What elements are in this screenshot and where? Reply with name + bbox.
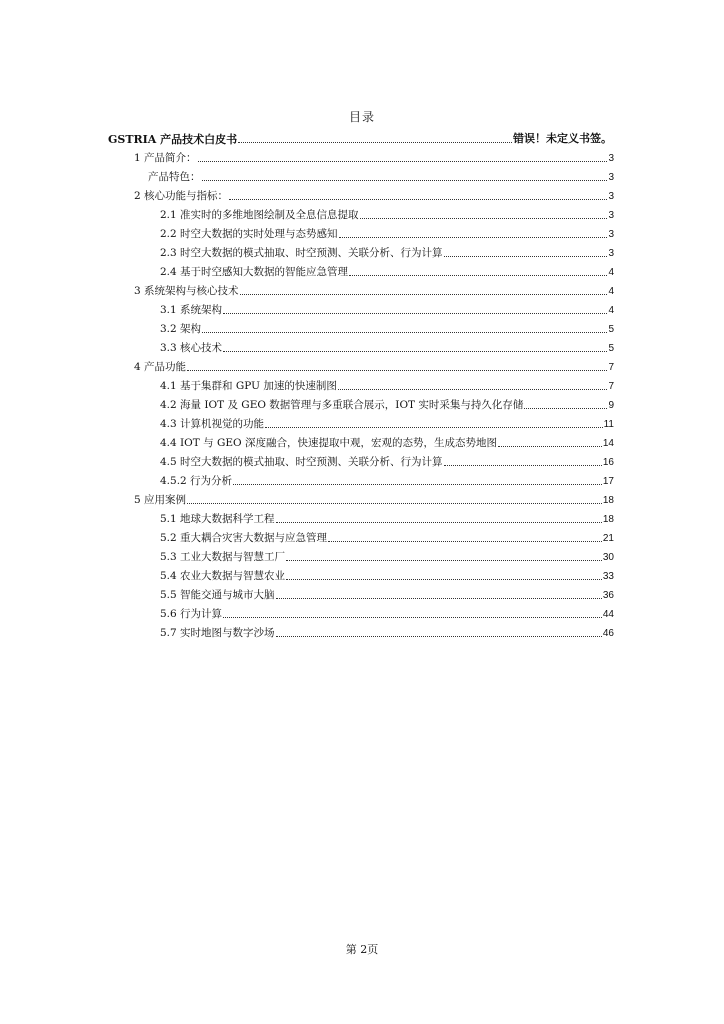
toc-entry-label: 产品特色： (148, 171, 201, 183)
toc-entry[interactable] (160, 526, 614, 545)
toc-entry-page: 5 (608, 343, 614, 354)
toc-entry[interactable] (160, 583, 614, 602)
toc-leader-dots (338, 389, 608, 390)
toc-entry-page: 错误！未定义书签。 (513, 133, 612, 145)
toc-leader-dots (187, 503, 602, 504)
toc-leader-dots (444, 256, 608, 257)
toc-leader-dots (360, 218, 608, 219)
toc-entry-page: 3 (608, 229, 614, 240)
toc-entry-page: 7 (608, 381, 614, 392)
toc-leader-dots (276, 598, 602, 599)
toc-entry-page: 11 (603, 419, 614, 430)
toc-entry-page: 14 (602, 438, 614, 449)
toc-entry-label: 3.2 架构 (160, 323, 202, 335)
toc-entry-page: 21 (602, 533, 614, 544)
toc-leader-dots (202, 180, 608, 181)
toc-entry-label: 5.5 智能交通与城市大脑 (160, 589, 275, 601)
toc-entry-label: 2.2 时空大数据的实时处理与态势感知 (160, 228, 338, 240)
toc-entry[interactable] (134, 279, 614, 298)
toc-entry-label: 4.2 海量 IOT 及 GEO 数据管理与多重联合展示，IOT 实时采集与持久化存储 (160, 399, 524, 411)
toc-entry-page: 4 (608, 305, 614, 316)
toc-entry[interactable] (134, 488, 614, 507)
toc-entry-page: 17 (602, 476, 614, 487)
toc-entry-page: 3 (608, 172, 614, 183)
toc-leader-dots (265, 427, 603, 428)
toc-entry-label: 5 应用案例 (134, 494, 187, 506)
toc-leader-dots (238, 142, 512, 143)
toc-entry[interactable] (160, 222, 614, 241)
toc-leader-dots (524, 408, 607, 409)
toc-entry-label: 3.3 核心技术 (160, 342, 223, 354)
toc-entry[interactable] (160, 298, 614, 317)
toc-leader-dots (286, 560, 602, 561)
toc-entry[interactable] (160, 450, 614, 469)
toc-entry[interactable] (108, 127, 612, 146)
toc-entry[interactable] (160, 241, 614, 260)
toc-entry-label: 5.1 地球大数据科学工程 (160, 513, 275, 525)
toc-entry-label: 4.1 基于集群和 GPU 加速的快速制图 (160, 380, 337, 392)
toc-entry-label: 5.6 行为计算 (160, 608, 223, 620)
toc-entry[interactable] (148, 165, 614, 184)
toc-entry-page: 7 (608, 362, 614, 373)
toc-leader-dots (328, 541, 602, 542)
toc-entry[interactable] (160, 564, 614, 583)
toc-entry-page: 9 (608, 400, 614, 411)
toc-leader-dots (187, 370, 607, 371)
toc-entry[interactable] (134, 146, 614, 165)
toc-entry-page: 18 (602, 495, 614, 506)
toc-entry-label: 2.3 时空大数据的模式抽取、时空预测、关联分析、行为计算 (160, 247, 443, 259)
toc-entry[interactable] (160, 393, 614, 412)
toc-entry-page: 36 (602, 590, 614, 601)
toc-entry[interactable] (160, 374, 614, 393)
toc-entry-page: 30 (602, 552, 614, 563)
toc-leader-dots (223, 313, 607, 314)
toc-entry[interactable] (160, 260, 614, 279)
toc-entry-label: 4.5.2 行为分析 (160, 475, 233, 487)
toc-entry-page: 3 (608, 153, 614, 164)
toc-entry-page: 5 (608, 324, 614, 335)
toc-entry-label: 3.1 系统架构 (160, 304, 223, 316)
toc-leader-dots (223, 617, 602, 618)
toc-entry-page: 3 (608, 191, 614, 202)
toc-entry-label: 5.3 工业大数据与智慧工厂 (160, 551, 286, 563)
toc-entry-label: 2.1 准实时的多维地图绘制及全息信息提取 (160, 209, 359, 221)
toc-entry-label: 4.5 时空大数据的模式抽取、时空预测、关联分析、行为计算 (160, 456, 443, 468)
toc-entry-label: 4 产品功能 (134, 361, 187, 373)
toc-entry[interactable] (134, 184, 614, 203)
toc-entry-label: 5.7 实时地图与数字沙场 (160, 627, 275, 639)
toc-entry-page: 44 (602, 609, 614, 620)
toc-entry[interactable] (160, 317, 614, 336)
toc-entry-label: 5.4 农业大数据与智慧农业 (160, 570, 286, 582)
toc-leader-dots (276, 522, 602, 523)
toc-entry[interactable] (160, 431, 614, 450)
toc-entry[interactable] (160, 621, 614, 640)
toc-entry-label: 2 核心功能与指标： (134, 190, 229, 202)
toc-entry[interactable] (160, 545, 614, 564)
toc-entry-page: 3 (608, 248, 614, 259)
toc-entry[interactable] (160, 336, 614, 355)
toc-entry-page: 18 (602, 514, 614, 525)
toc-entry-page: 16 (602, 457, 614, 468)
toc-leader-dots (233, 484, 602, 485)
toc-entry-label: 3 系统架构与核心技术 (134, 285, 239, 297)
toc-title: 目录 (348, 110, 375, 124)
toc-leader-dots (229, 199, 607, 200)
toc-entry-label: 2.4 基于时空感知大数据的智能应急管理 (160, 266, 349, 278)
toc-entry[interactable] (160, 507, 614, 526)
toc-leader-dots (339, 237, 608, 238)
toc-leader-dots (240, 294, 608, 295)
toc-leader-dots (223, 351, 607, 352)
toc-entry[interactable] (134, 355, 614, 374)
toc-entry[interactable] (160, 203, 614, 222)
toc-leader-dots (444, 465, 602, 466)
toc-entry-label: 4.3 计算机视觉的功能 (160, 418, 265, 430)
toc-entry-page: 3 (608, 210, 614, 221)
toc-entry-page: 33 (602, 571, 614, 582)
page-footer: 第 2页 (345, 943, 379, 956)
toc-entry-page: 4 (608, 286, 614, 297)
toc-entry[interactable] (160, 602, 614, 621)
toc-leader-dots (276, 636, 602, 637)
toc-entry-label: 4.4 IOT 与 GEO 深度融合，快速提取中观，宏观的态势，生成态势地图 (160, 437, 497, 449)
toc-entry-label: 5.2 重大耦合灾害大数据与应急管理 (160, 532, 328, 544)
toc-entry-page: 46 (602, 628, 614, 639)
toc-entry[interactable] (160, 469, 614, 488)
toc-entry-label: 1 产品简介： (134, 152, 197, 164)
toc-leader-dots (498, 446, 602, 447)
toc-leader-dots (349, 275, 607, 276)
toc-entry-page: 4 (608, 267, 614, 278)
toc-leader-dots (286, 579, 602, 580)
toc-leader-dots (198, 161, 608, 162)
toc-entry[interactable] (160, 412, 614, 431)
toc-leader-dots (202, 332, 607, 333)
toc-entry-label: GSTRIA 产品技术白皮书 (108, 133, 238, 146)
